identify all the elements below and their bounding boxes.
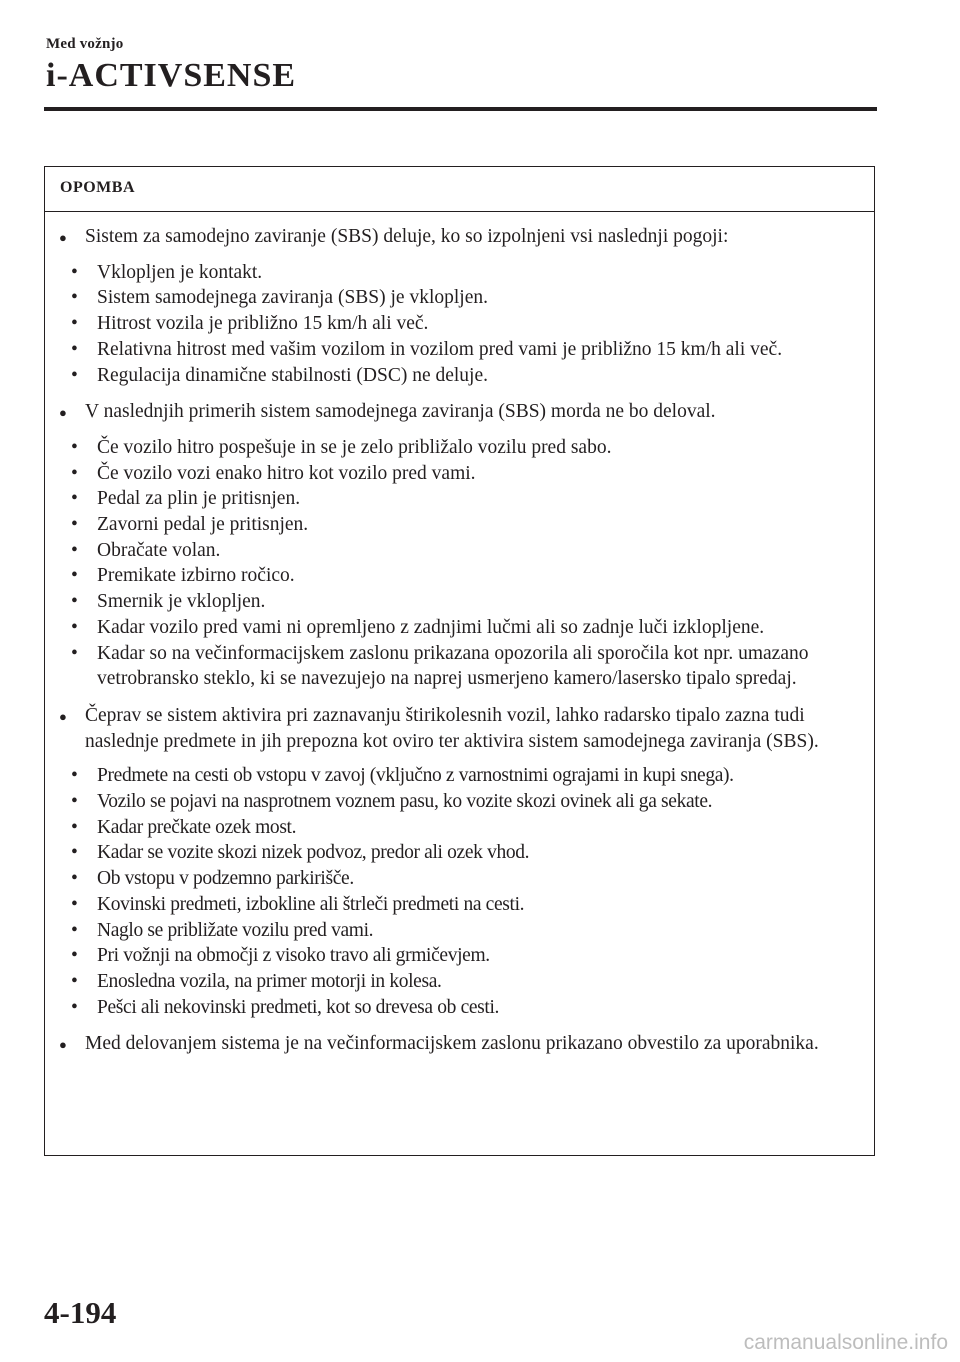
list-item bbox=[59, 615, 864, 641]
list-item-text: Regulacija dinamične stabilnosti (DSC) ne deluje. bbox=[97, 364, 488, 386]
note-item bbox=[59, 399, 864, 426]
note-item-text: Čeprav se sistem aktivira pri zaznavanju štirikolesnih vozil, lahko radarsko tipalo zazna tudi naslednje predmete in jih prepozna kot oviro ter aktivira sistem samodejnega zaviranja (SBS). bbox=[85, 704, 819, 752]
list-item-text: Pri vožnji na območji z visoko travo ali grmičevjem. bbox=[97, 945, 490, 967]
list-item bbox=[59, 589, 864, 615]
note-item bbox=[59, 703, 864, 754]
sub-bullet-icon: • bbox=[71, 261, 78, 283]
note-heading: OPOMBA bbox=[45, 167, 874, 212]
sub-bullet-icon: • bbox=[71, 287, 78, 309]
bullet-icon: ● bbox=[59, 1037, 67, 1053]
sub-bullet-icon: • bbox=[71, 765, 78, 787]
list-item-text: Naglo se približate vozilu pred vami. bbox=[97, 919, 374, 941]
sub-bullet-icon: • bbox=[71, 970, 78, 992]
bullet-icon: ● bbox=[59, 405, 67, 421]
list-item-text: Enosledna vozila, na primer motorji in kolesa. bbox=[97, 970, 442, 992]
bullet-icon: ● bbox=[59, 230, 67, 245]
note-item-text: V naslednjih primerih sistem samodejnega zaviranja (SBS) morda ne bo deloval. bbox=[85, 401, 716, 423]
list-item-text: Sistem samodejnega zaviranja (SBS) je vklopljen. bbox=[97, 287, 488, 309]
sub-bullet-icon: • bbox=[71, 364, 78, 386]
sub-bullet-icon: • bbox=[71, 539, 78, 561]
sub-bullet-icon: • bbox=[71, 842, 78, 864]
sub-bullet-icon: • bbox=[71, 642, 78, 664]
sub-bullet-icon: • bbox=[71, 996, 78, 1018]
list-item bbox=[59, 363, 864, 389]
sub-bullet-icon: • bbox=[71, 436, 78, 458]
sub-bullet-icon: • bbox=[71, 565, 78, 587]
list-item-text: Zavorni pedal je pritisnjen. bbox=[97, 514, 309, 536]
list-item bbox=[59, 435, 864, 461]
list-item bbox=[59, 486, 864, 512]
page-number: 4-194 bbox=[44, 1295, 117, 1330]
list-item bbox=[59, 789, 864, 815]
list-item-text: Kadar so na večinformacijskem zaslonu prikazana opozorila ali sporočila kot npr. umazano vetrobransko steklo, ki se navezujejo na naprej usmerjeno kamero/lasersko tipalo spredaj. bbox=[97, 642, 809, 690]
sub-bullet-icon: • bbox=[71, 919, 78, 941]
list-item bbox=[59, 866, 864, 892]
bullet-icon: ● bbox=[59, 708, 67, 724]
sub-bullet-icon: • bbox=[71, 791, 78, 813]
page-header bbox=[46, 36, 296, 95]
list-item-text: Kadar se vozite skozi nizek podvoz, predor ali ozek vhod. bbox=[97, 842, 530, 864]
note-item bbox=[59, 224, 864, 251]
list-item bbox=[59, 840, 864, 866]
watermark: carmanualsonline.info bbox=[743, 1331, 948, 1354]
sub-bullet-icon: • bbox=[71, 945, 78, 967]
list-item-text: Kadar vozilo pred vami ni opremljeno z zadnjimi lučmi ali so zadnje luči izklopljene. bbox=[97, 616, 765, 638]
list-item-text: Če vozilo vozi enako hitro kot vozilo pred vami. bbox=[97, 462, 476, 484]
sub-bullet-icon: • bbox=[71, 338, 78, 360]
sub-list bbox=[59, 763, 864, 1020]
sub-bullet-icon: • bbox=[71, 868, 78, 890]
list-item bbox=[59, 311, 864, 337]
list-item bbox=[59, 892, 864, 918]
sub-bullet-icon: • bbox=[71, 616, 78, 638]
page-title: i-ACTIVSENSE bbox=[46, 57, 297, 94]
list-item bbox=[59, 763, 864, 789]
list-item bbox=[59, 563, 864, 589]
header-rule bbox=[44, 107, 877, 111]
list-item bbox=[59, 285, 864, 311]
section-label: Med vožnjo bbox=[46, 36, 124, 52]
list-item bbox=[59, 969, 864, 995]
sub-bullet-icon: • bbox=[71, 591, 78, 613]
sub-bullet-icon: • bbox=[71, 462, 78, 484]
sub-bullet-icon: • bbox=[71, 514, 78, 536]
list-item bbox=[59, 512, 864, 538]
list-item-text: Smernik je vklopljen. bbox=[97, 591, 266, 613]
sub-list bbox=[59, 260, 864, 389]
list-item-text: Predmete na cesti ob vstopu v zavoj (vključno z varnostnimi ograjami in kupi snega). bbox=[97, 765, 734, 787]
list-item bbox=[59, 337, 864, 363]
list-item-text: Če vozilo hitro pospešuje in se je zelo približalo vozilu pred sabo. bbox=[97, 436, 612, 458]
sub-bullet-icon: • bbox=[71, 313, 78, 335]
list-item bbox=[59, 461, 864, 487]
note-item bbox=[59, 1031, 864, 1058]
list-item-text: Kovinski predmeti, izbokline ali štrleči predmeti na cesti. bbox=[97, 893, 525, 915]
list-item bbox=[59, 918, 864, 944]
list-item-text: Obračate volan. bbox=[97, 539, 221, 561]
list-item-text: Pešci ali nekovinski predmeti, kot so drevesa ob cesti. bbox=[97, 996, 500, 1018]
list-item bbox=[59, 815, 864, 841]
sub-list bbox=[59, 435, 864, 692]
note-body bbox=[45, 212, 874, 1058]
note-item-text: Med delovanjem sistema je na večinformacijskem zaslonu prikazano obvestilo za uporabnika. bbox=[85, 1033, 819, 1055]
list-item-text: Ob vstopu v podzemno parkirišče. bbox=[97, 868, 354, 890]
list-item bbox=[59, 995, 864, 1021]
list-item-text: Kadar prečkate ozek most. bbox=[97, 816, 297, 838]
list-item-text: Premikate izbirno ročico. bbox=[97, 565, 295, 587]
list-item-text: Vklopljen je kontakt. bbox=[97, 261, 263, 283]
list-item bbox=[59, 538, 864, 564]
list-item-text: Hitrost vozila je približno 15 km/h ali več. bbox=[97, 313, 429, 335]
note-box bbox=[44, 166, 875, 1156]
list-item-text: Pedal za plin je pritisnjen. bbox=[97, 488, 301, 510]
sub-bullet-icon: • bbox=[71, 816, 78, 838]
list-item-text: Vozilo se pojavi na nasprotnem voznem pasu, ko vozite skozi ovinek ali ga sekate. bbox=[97, 791, 713, 813]
list-item bbox=[59, 260, 864, 286]
sub-bullet-icon: • bbox=[71, 488, 78, 510]
note-item-text: Sistem za samodejno zaviranje (SBS) deluje, ko so izpolnjeni vsi naslednji pogoji: bbox=[85, 226, 729, 247]
list-item bbox=[59, 943, 864, 969]
list-item-text: Relativna hitrost med vašim vozilom in vozilom pred vami je približno 15 km/h ali več. bbox=[97, 338, 783, 360]
list-item bbox=[59, 641, 864, 692]
sub-bullet-icon: • bbox=[71, 893, 78, 915]
